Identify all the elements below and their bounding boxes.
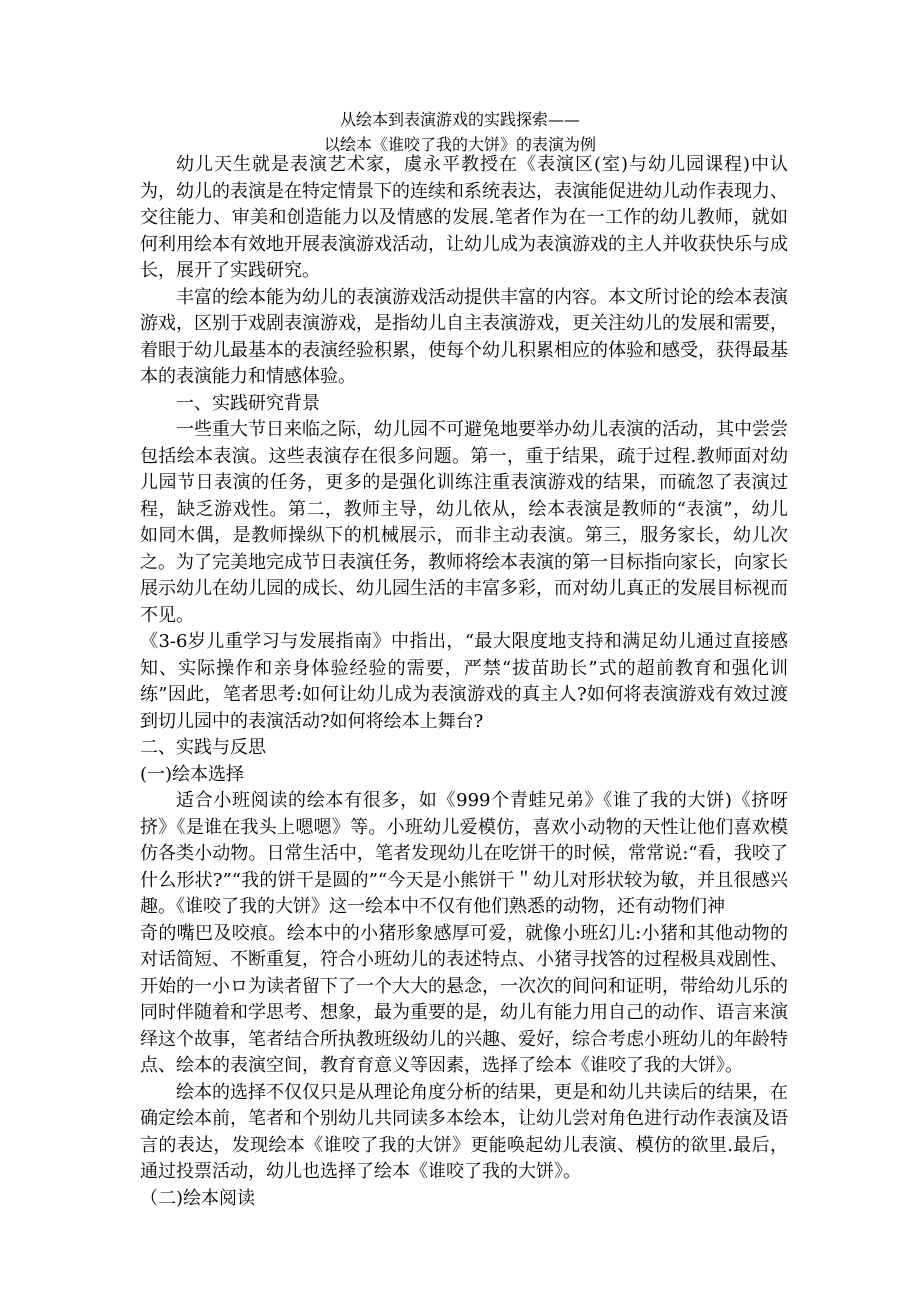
heading-book-selection: (一)绘本选择 <box>140 763 245 785</box>
paragraph-background-problems: 一些重大节日来临之际，幼儿园不可避兔地要举办幼儿表演的活动，其中尝尝包括绘本表演。这些表演存在很多问题。第一，重于结果，疏于过程.教师面对幼儿园节日表演的任务，更多的是强化训练注重表演游戏的结果，而硫忽了表演过程，缺乏游戏性。第二，教师主导，幼儿依从，绘本表演是教师的“表演”，幼儿如同木偶，是教师操纵下的机械展示，而非主动表演。第三，服务家长，幼儿次之。为了完美地完成节日表演任务，教师将绘本表演的第一目标指向家长，向家长展示幼儿在幼儿园的成长、幼儿园生活的丰富多彩，而对幼儿真正的发展目标视而不见。 <box>140 419 788 626</box>
paragraph-book-selection-3: 绘本的选择不仅仅只是从理论角度分析的结果，更是和幼儿共读后的结果，在确定绘本前，笔者和个别幼儿共同读多本绘本，让幼儿尝对角色进行动作表演及语言的表达，发现绘本《谁咬了我的大饼》更能唤起幼儿表演、模仿的欲里.最后，通过投票活动，幼儿也选择了绘本《谁咬了我的大饼》。 <box>140 1081 788 1182</box>
heading-research-background: 一、实践研究背景 <box>176 392 320 414</box>
paragraph-intro: 幼儿天生就是表演艺术家，虞永平教授在《表演区(室)与幼儿园课程)中认为，幼儿的表演是在特定情景下的连续和系统表达，表演能促进幼儿动作表现力、交往能力、审美和创造能力以及情感的发展.笔者作为在一工作的幼儿教师，就如何利用绘本有效地开展表演游戏活动，让幼儿成为表演游戏的主人并收获快乐与成长，展开了实践研究。 <box>140 154 788 281</box>
heading-practice-reflection: 二、实践与反思 <box>140 737 266 758</box>
heading-book-reading: （二)绘本阅读 <box>140 1187 256 1209</box>
paragraph-book-selection-2: 奇的嘴巴及咬痕。绘本中的小猪形象感厚可爱，就像小班幻儿:小猪和其他动物的对话简短、不断重复，符合小班幼儿的表述特点、小猪寻找答的过程极具戏剧性、开始的一小ロ为读者留下了一个大大的悬念，一次次的间问和证明，带给幼儿乐的同时伴随着和学思考、想象，最为重要的是，幼儿有能力用自己的动作、语言来演绎这个故事，笔者结合所执教班级幼儿的兴趣、爱好，综合考虑小班幼儿的年龄特点、绘本的表演空间，教育育意义等因素，选择了绘本《谁咬了我的大饼》。 <box>140 922 788 1076</box>
paragraph-picture-book-value: 丰富的绘本能为幼儿的表演游戏活动提供丰富的内容。本文所讨论的绘本表演游戏，区别于戏剧表演游戏，是指幼儿自主表演游戏，更关注幼儿的发展和需要，着眼于幼儿最基本的表演经验积累，使每个幼儿积累相应的体验和感受，获得最基本的表演能力和情感体验。 <box>140 286 788 387</box>
paragraph-book-selection-1: 适合小班阅读的绘本有很多，如《999个青蛙兄弟》《谁了我的大饼)《挤呀挤》《是谁在我头上嗯嗯》等。小班幼儿爱模仿，喜欢小动物的天性让他们喜欢模仿各类小动物。日常生活中，笔者发现幼儿在吃饼干的时候，常常说:“看，我咬了什么形状?”“我的饼干是圆的”“今天是小熊饼干＂幼儿对形状较为敏，并且很感兴趣。《谁咬了我的大饼》这一绘本中不仅有他们熟悉的动物，还有动物们神 <box>140 790 788 917</box>
document-body <box>140 152 788 1212</box>
document-title-line1: 从绘本到表演游戏的实践探索—— <box>339 110 580 129</box>
paragraph-guide-quote: 《3-6岁儿重学习与发展指南》中指出，“最大限度地支持和满足幼儿通过直接感知、实际操作和亲身体验经验的需要，严禁“拔苗助长”式的超前教育和强化训练”因此，笔者思考:如何让幼儿成为表演游戏的真主人?如何将表演游戏有效过渡到切儿园中的表演活动?如何将绘本上舞台? <box>140 631 788 732</box>
document-title-line2: 以绘本《谁咬了我的大饼》的表演为例 <box>323 135 596 154</box>
